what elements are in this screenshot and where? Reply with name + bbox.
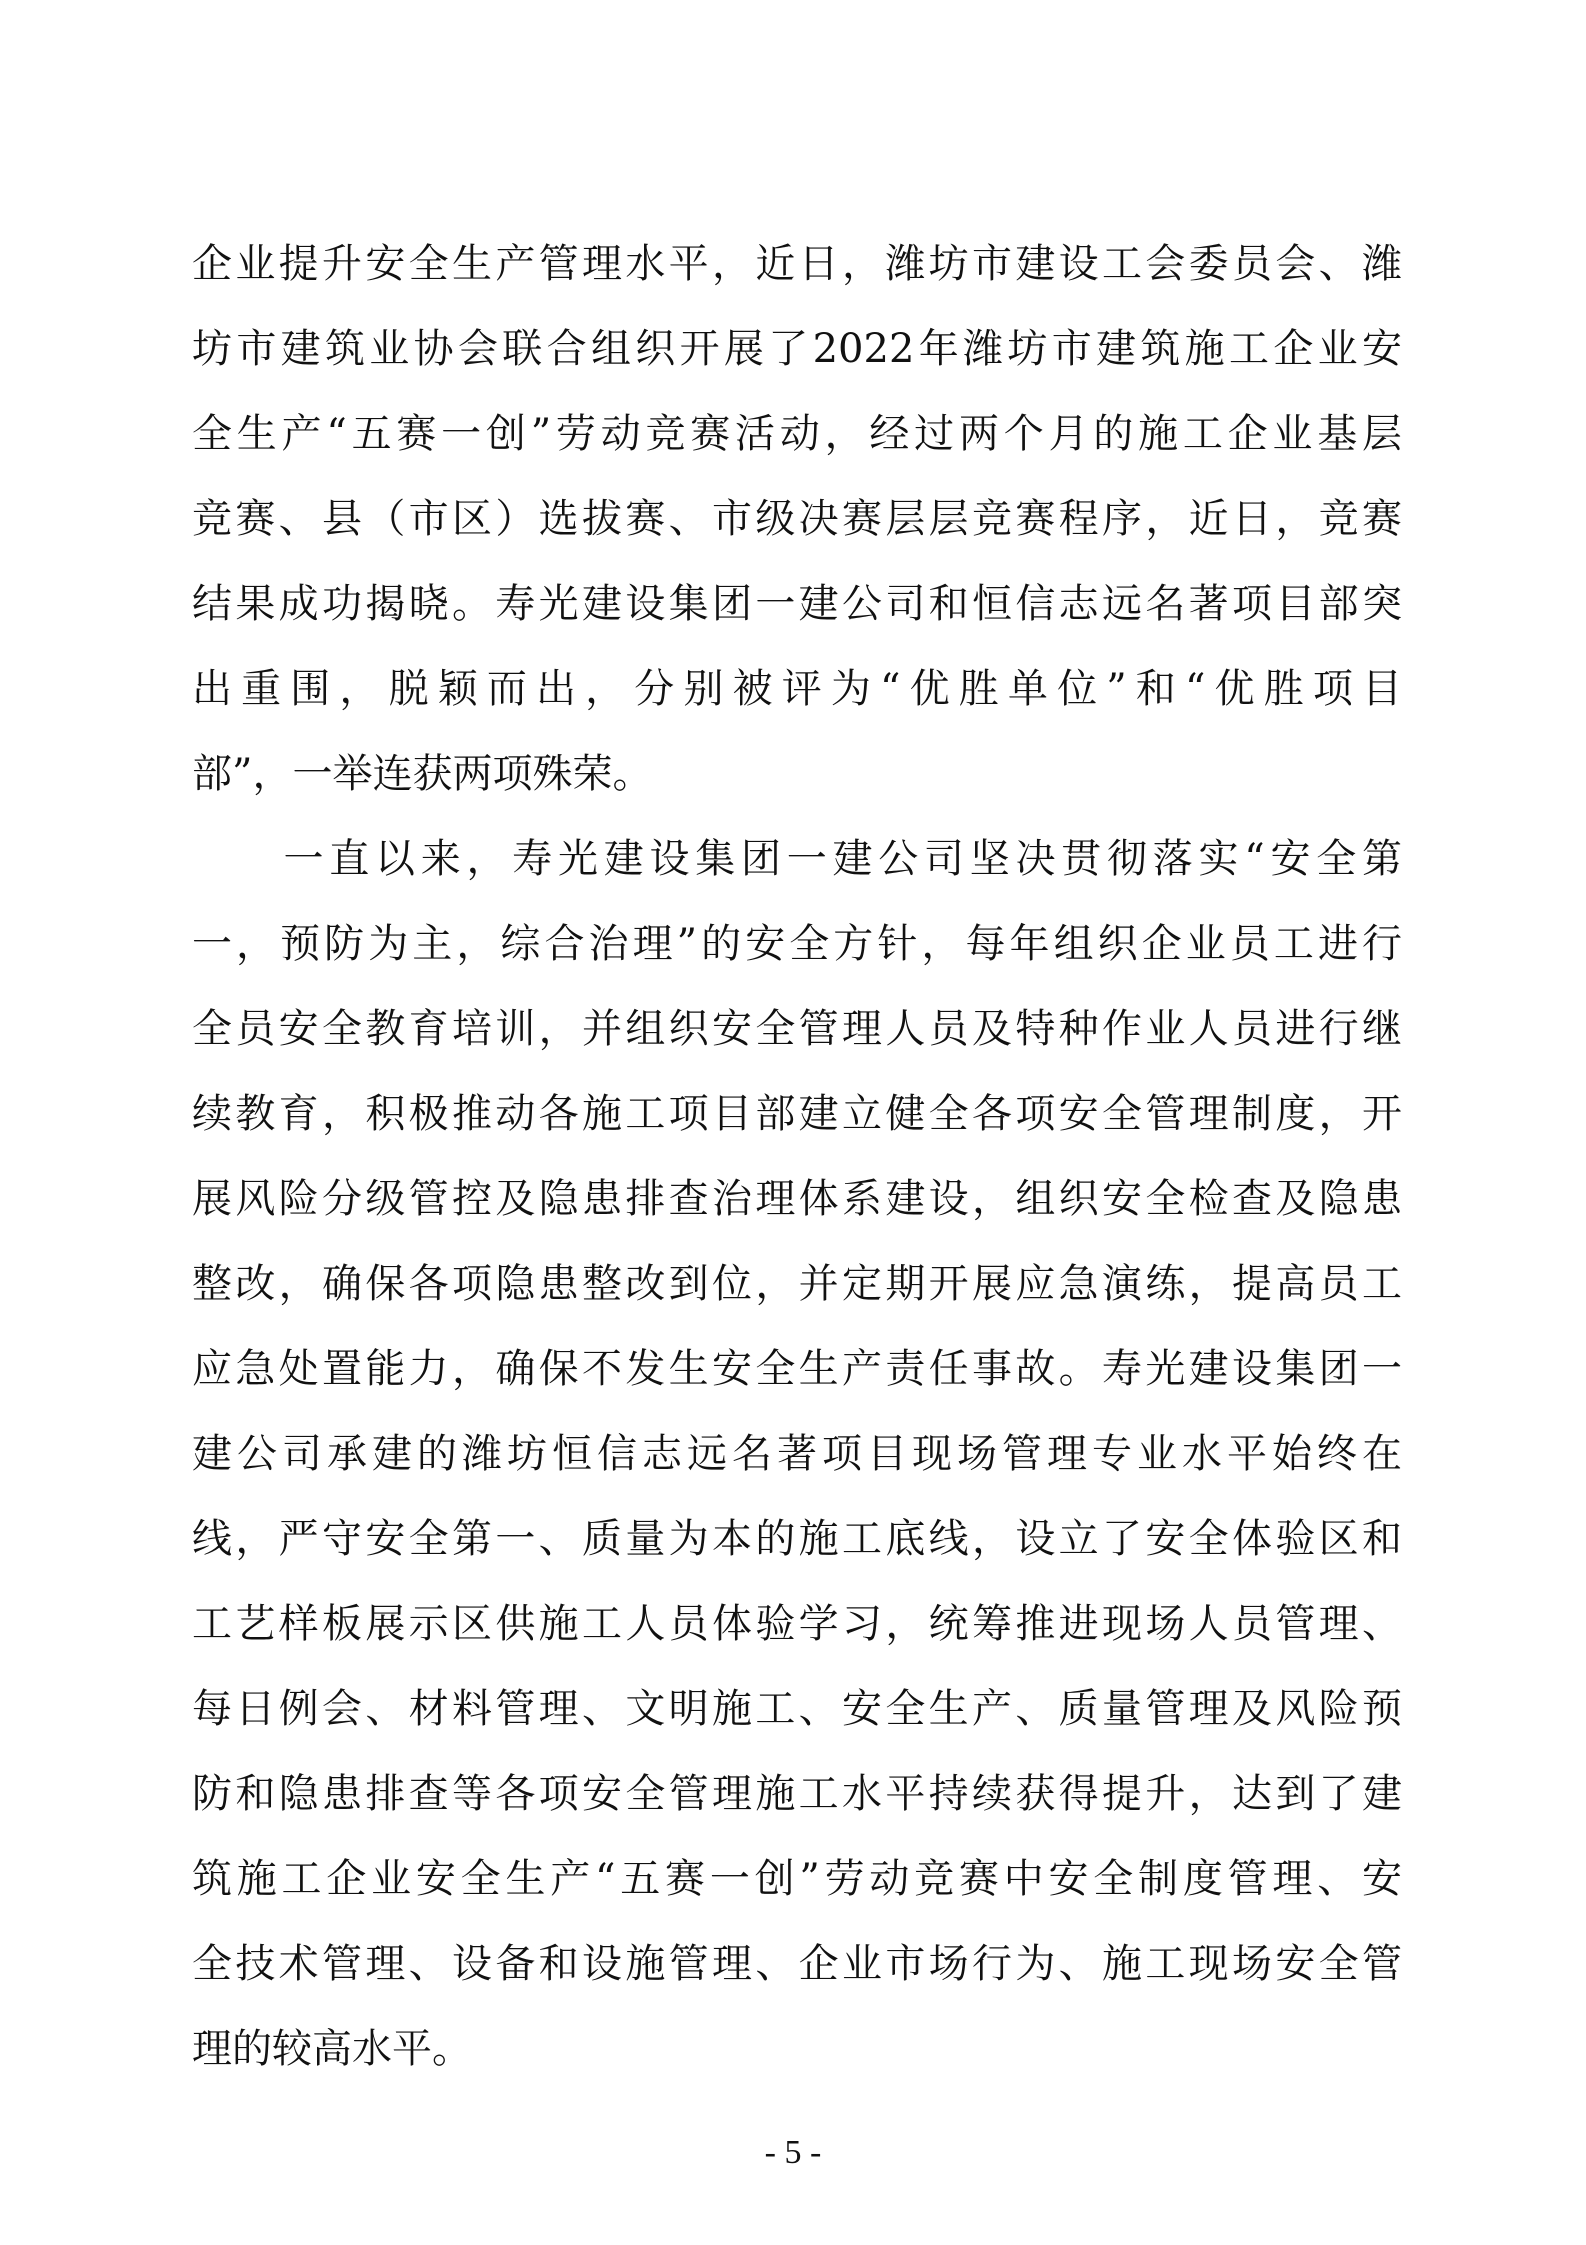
text-line: 续教育，积极推动各施工项目部建立健全各项安全管理制度，开 [192, 1091, 1402, 1137]
text-line: 一，预防为主，综合治理”的安全方针，每年组织企业员工进行 [192, 921, 1402, 967]
text-line: 应急处置能力，确保不发生安全生产责任事故。寿光建设集团一 [192, 1346, 1402, 1392]
text-line: 筑施工企业安全生产“五赛一创”劳动竞赛中安全制度管理、安 [192, 1856, 1402, 1902]
text-line: 坊市建筑业协会联合组织开展了2022年潍坊市建筑施工企业安 [192, 326, 1402, 372]
body-text [192, 222, 1402, 2092]
text-line: 线，严守安全第一、质量为本的施工底线，设立了安全体验区和 [192, 1516, 1402, 1562]
paragraph-1 [192, 222, 1402, 817]
text-line: 展风险分级管控及隐患排查治理体系建设，组织安全检查及隐患 [192, 1176, 1402, 1222]
text-line: 一直以来，寿光建设集团一建公司坚决贯彻落实“安全第 [192, 836, 1402, 882]
text-line: 部”，一举连获两项殊荣。 [192, 751, 653, 797]
text-line: 出重围，脱颖而出，分别被评为“优胜单位”和“优胜项目 [192, 666, 1402, 712]
paragraph-2 [192, 817, 1402, 2092]
text-line: 全员安全教育培训，并组织安全管理人员及特种作业人员进行继 [192, 1006, 1402, 1052]
text-line: 结果成功揭晓。寿光建设集团一建公司和恒信志远名著项目部突 [192, 581, 1402, 627]
text-line: 整改，确保各项隐患整改到位，并定期开展应急演练，提高员工 [192, 1261, 1402, 1307]
text-line: 全生产“五赛一创”劳动竞赛活动，经过两个月的施工企业基层 [192, 411, 1402, 457]
text-line: 理的较高水平。 [192, 2026, 472, 2072]
text-line: 工艺样板展示区供施工人员体验学习，统筹推进现场人员管理、 [192, 1601, 1402, 1647]
text-line: 全技术管理、设备和设施管理、企业市场行为、施工现场安全管 [192, 1941, 1402, 1987]
text-line: 防和隐患排查等各项安全管理施工水平持续获得提升，达到了建 [192, 1771, 1402, 1817]
text-line: 竞赛、县（市区）选拔赛、市级决赛层层竞赛程序，近日，竞赛 [192, 496, 1402, 542]
page-number: - 5 - [764, 2134, 822, 2171]
text-line: 每日例会、材料管理、文明施工、安全生产、质量管理及风险预 [192, 1686, 1402, 1732]
text-line: 建公司承建的潍坊恒信志远名著项目现场管理专业水平始终在 [192, 1431, 1402, 1477]
text-line: 企业提升安全生产管理水平，近日，潍坊市建设工会委员会、潍 [192, 241, 1402, 287]
